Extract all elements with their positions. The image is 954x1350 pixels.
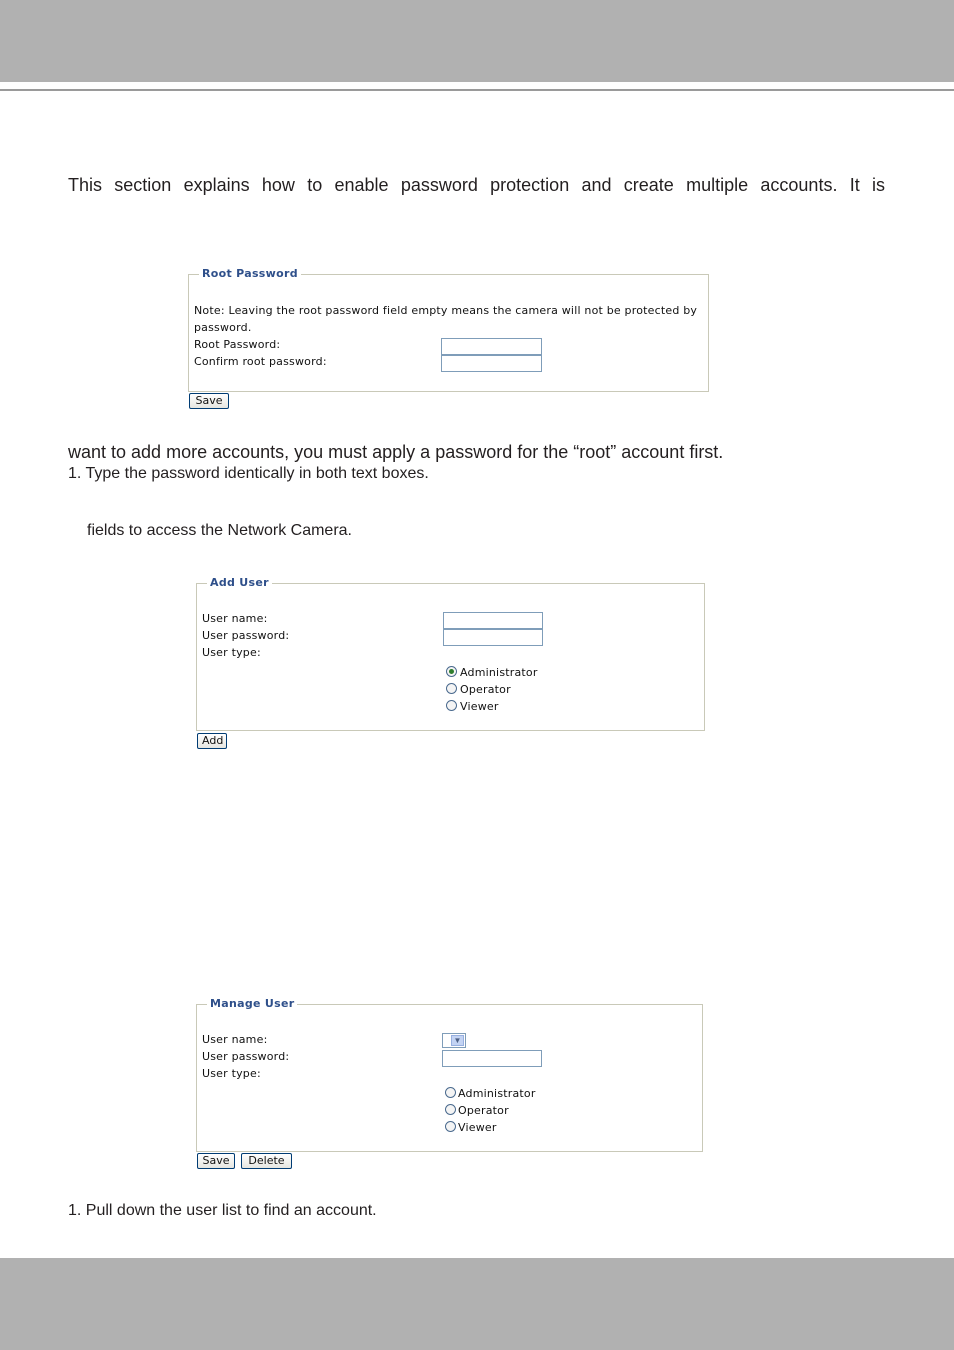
add-user-password-label: User password: (202, 629, 290, 642)
intro-continued: want to add more accounts, you must apply a password for the “root” account first. (68, 442, 724, 462)
confirm-root-password-label: Confirm root password: (194, 355, 327, 368)
header-rule (0, 89, 954, 91)
root-password-label: Root Password: (194, 338, 281, 351)
root-password-panel (188, 267, 709, 392)
root-save-button[interactable]: Save (189, 393, 229, 409)
add-user-radio-viewer[interactable] (446, 700, 457, 711)
confirm-root-password-input[interactable] (441, 355, 542, 372)
manage-user-option-viewer: Viewer (458, 1121, 497, 1134)
header-band (0, 0, 954, 82)
manage-user-delete-button[interactable]: Delete (241, 1153, 292, 1169)
add-user-legend: Add User (207, 576, 272, 589)
manage-user-radio-administrator[interactable] (445, 1087, 456, 1098)
manage-user-panel (196, 997, 703, 1152)
add-user-panel (196, 576, 705, 731)
manage-user-name-select[interactable] (442, 1033, 466, 1048)
manage-user-password-label: User password: (202, 1050, 290, 1063)
manage-user-option-administrator: Administrator (458, 1087, 536, 1100)
add-user-name-label: User name: (202, 612, 268, 625)
step-2-continued: fields to access the Network Camera. (87, 522, 352, 539)
manage-user-name-label: User name: (202, 1033, 268, 1046)
root-password-note-line1: Note: Leaving the root password field empty means the camera will not be protected by (194, 304, 698, 317)
root-password-legend: Root Password (199, 267, 301, 280)
intro-paragraph: This section explains how to enable password protection and create multiple accounts. It is (68, 175, 885, 195)
manage-user-radio-operator[interactable] (445, 1104, 456, 1115)
manage-user-option-operator: Operator (458, 1104, 509, 1117)
add-user-radio-operator[interactable] (446, 683, 457, 694)
manage-user-save-button[interactable]: Save (197, 1153, 235, 1169)
root-password-note-line2: password. (194, 321, 252, 334)
add-user-option-viewer: Viewer (460, 700, 499, 713)
add-user-option-operator: Operator (460, 683, 511, 696)
manage-user-radio-viewer[interactable] (445, 1121, 456, 1132)
chevron-down-icon: ▼ (451, 1035, 464, 1046)
add-user-type-label: User type: (202, 646, 261, 659)
add-user-password-input[interactable] (443, 629, 543, 646)
manage-user-type-label: User type: (202, 1067, 261, 1080)
footer-band (0, 1258, 954, 1350)
footer-step-text: 1. Pull down the user list to find an account. (68, 1202, 377, 1219)
step-1-text: 1. Type the password identically in both text boxes. (68, 465, 429, 482)
add-user-button[interactable]: Add (197, 733, 227, 749)
add-user-option-administrator: Administrator (460, 666, 538, 679)
manage-user-password-input[interactable] (442, 1050, 542, 1067)
add-user-name-input[interactable] (443, 612, 543, 629)
root-password-input[interactable] (441, 338, 542, 355)
manage-user-legend: Manage User (207, 997, 297, 1010)
add-user-radio-administrator[interactable] (446, 666, 457, 677)
